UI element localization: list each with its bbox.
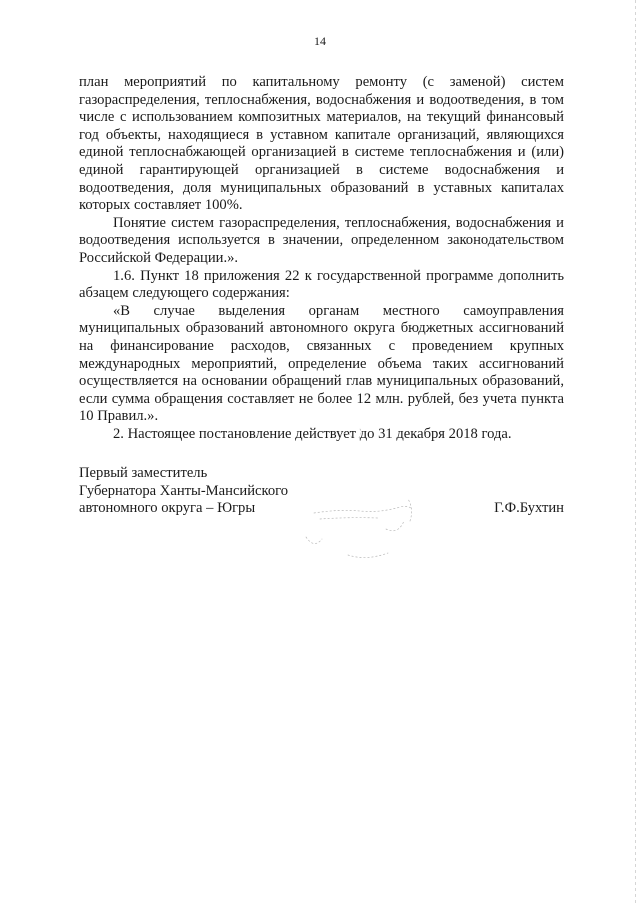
paragraph: 2. Настоящее постановление действует до 31 декабря 2018 года.	[113, 425, 512, 442]
document-body	[79, 74, 564, 443]
paragraph: «В случае выделения органам местного самоуправления муниципальных образований автономного округа бюджетных ассигнований на финансирование расходов, связанных с проведением крупных международных мероприятий, определение объема таких ассигнований осуществляется на основании обращений глав муниципальных образований, если сумма обращения составляет не более 12 млн. рублей, без учета пункта 10 Правил.».	[79, 302, 564, 425]
signer-position-line: Первый заместитель	[79, 465, 208, 481]
paragraph: план мероприятий по капитальному ремонту (с заменой) систем газораспределения, теплоснабжения, водоснабжения и водоотведения, в том числе с использованием композитных материалов, на текущий финансовый год объекты, находящиеся в уставном капитале организаций, являющихся единой теплоснабжающей организацией в системе теплоснабжения и (или) единой гарантирующей организацией в системе водоснабжения и водоотведения, доля муниципальных образований в уставных капиталах которых составляет 100%.	[79, 74, 564, 214]
page-number: 14	[314, 34, 326, 48]
paragraph: 1.6. Пункт 18 приложения 22 к государственной программе дополнить абзацем следующего содержания:	[79, 267, 564, 302]
signer-position-line: Губернатора Ханты-Мансийского	[79, 482, 289, 499]
signer-position-line: автономного округа – Югры	[79, 500, 256, 517]
signer-name: Г.Ф.Бухтин	[494, 500, 564, 516]
scan-page-edge	[635, 0, 636, 905]
signature-block	[79, 465, 564, 518]
paragraph: Понятие систем газораспределения, теплоснабжения, водоснабжения и водоотведения используется в значении, определенном законодательством Российской Федерации.».	[79, 214, 564, 266]
